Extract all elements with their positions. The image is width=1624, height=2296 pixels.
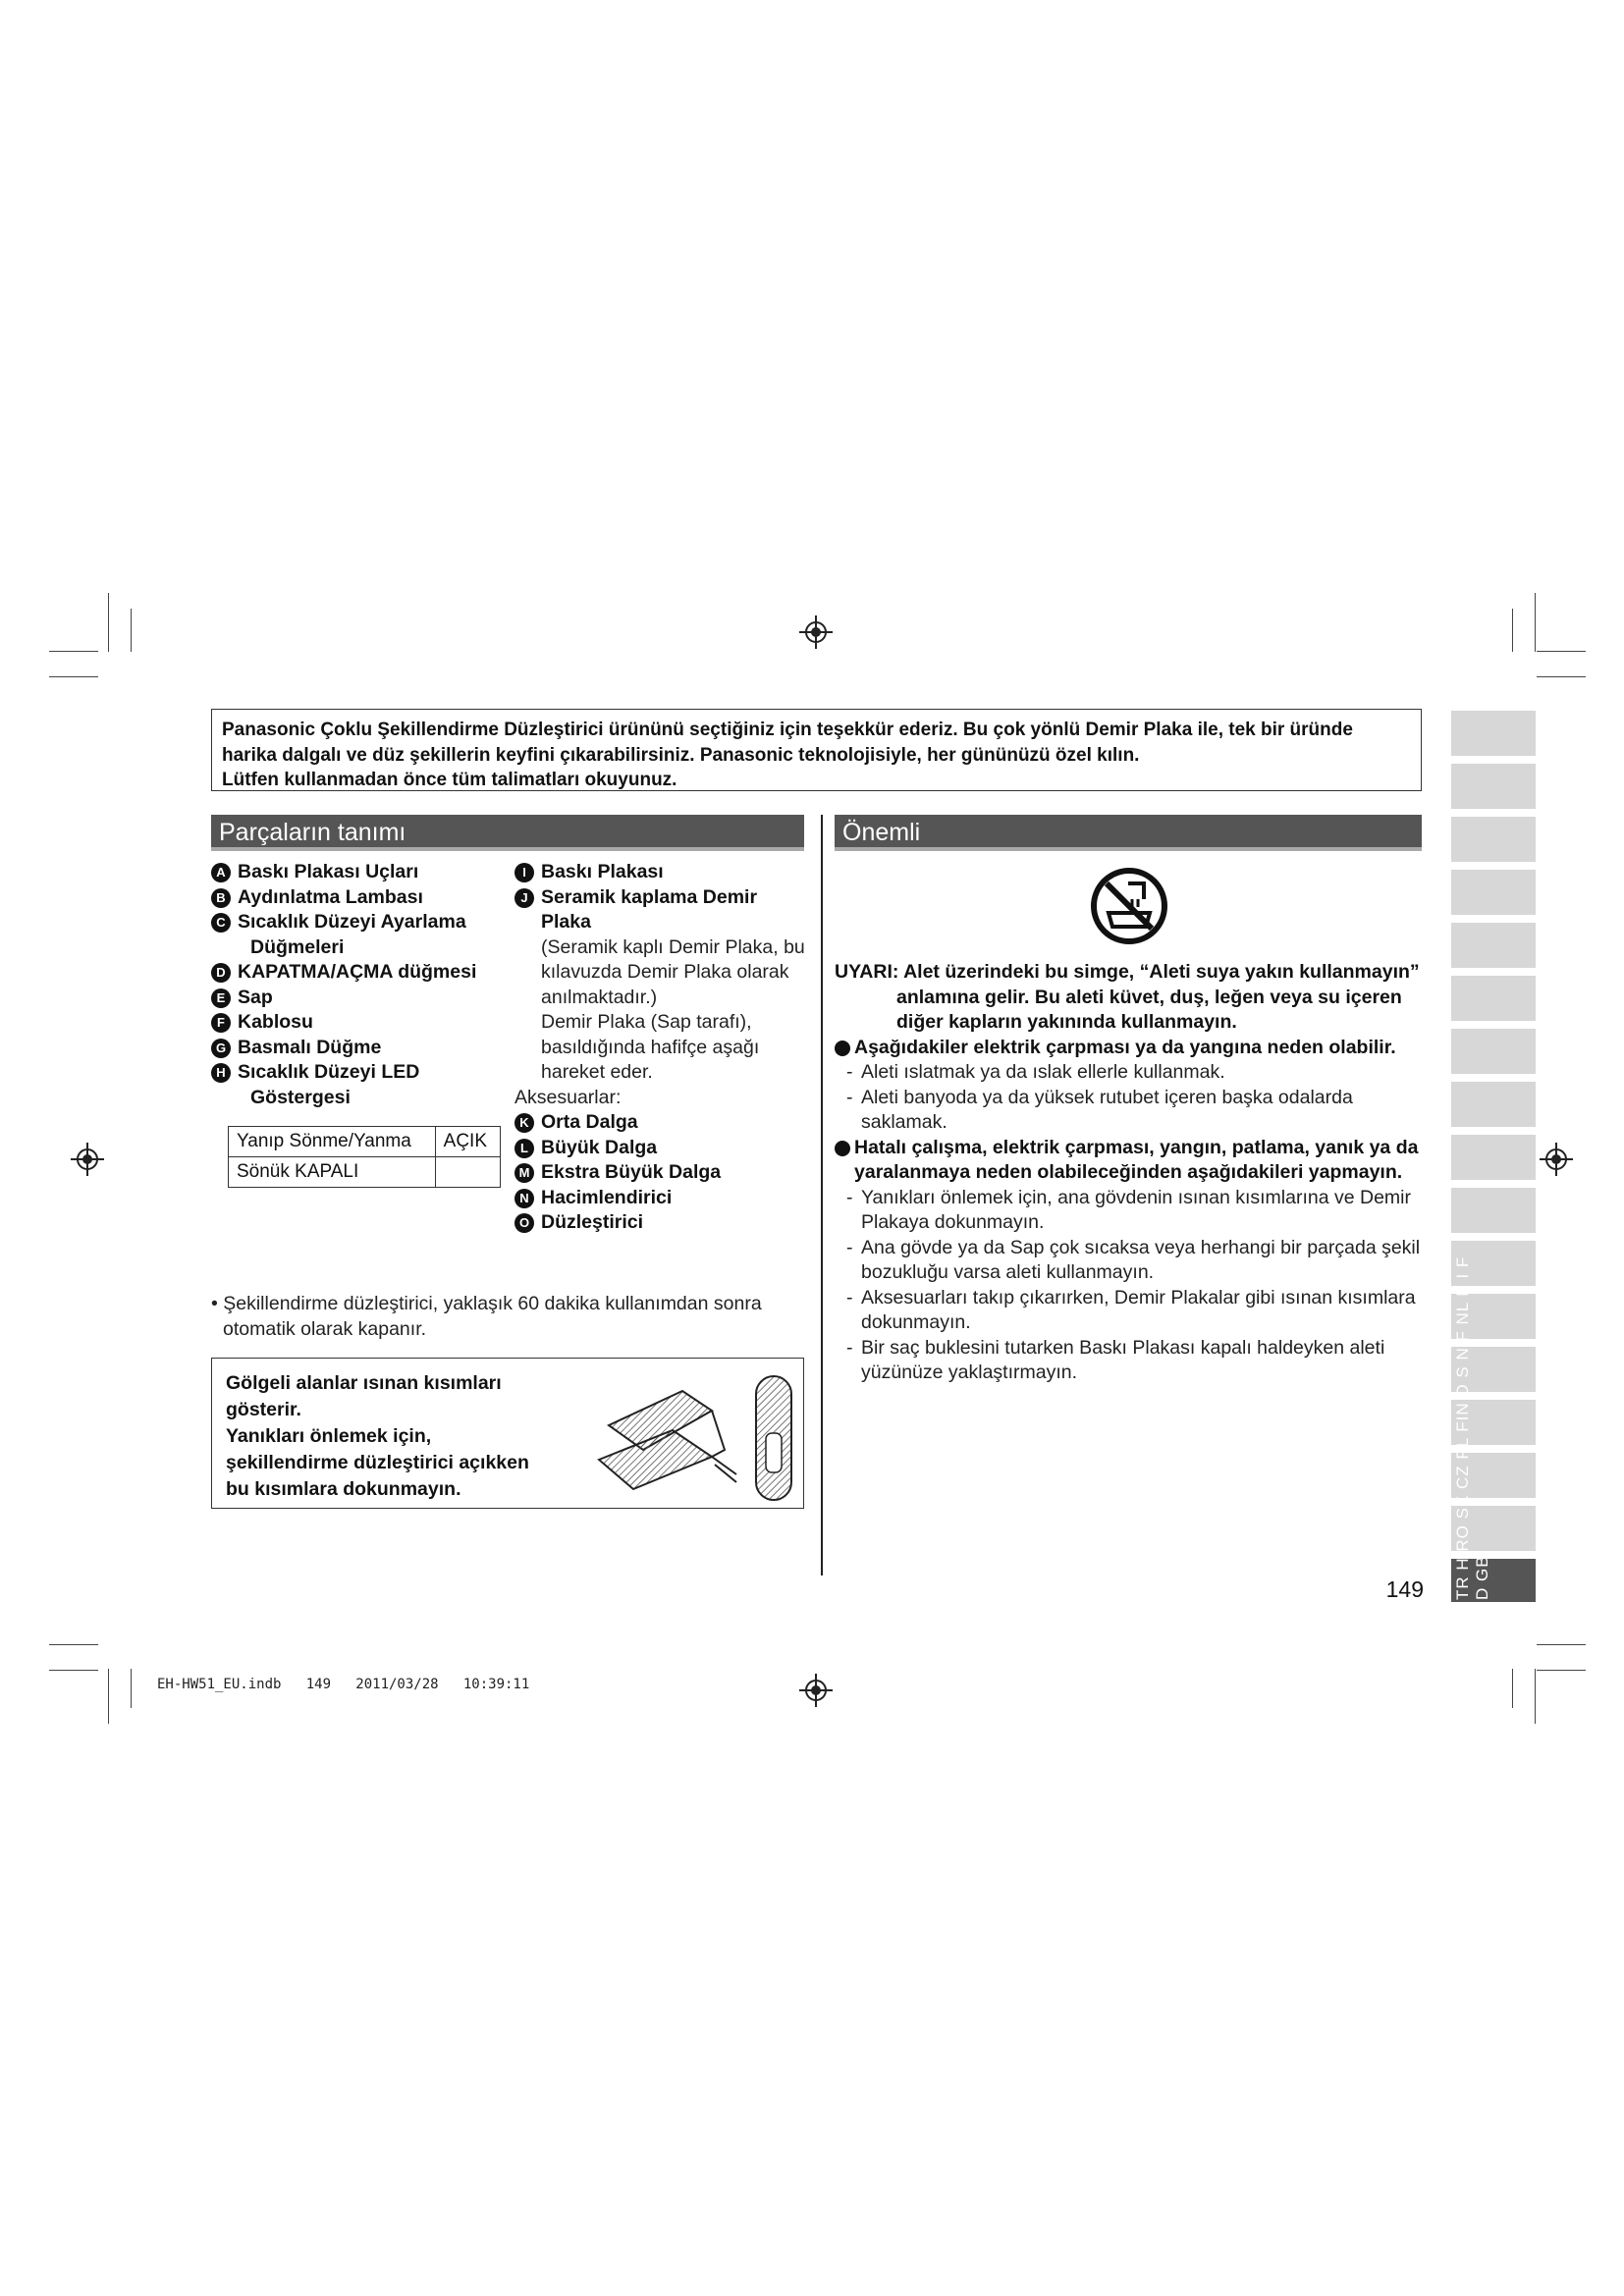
language-tab <box>1451 923 1536 968</box>
language-tab <box>1451 870 1536 915</box>
warning-item: - Aksesuarları takıp çıkarırken, Demir Plakalar gibi ısınan kısımlara dokunmayın. <box>835 1286 1424 1336</box>
table-cell: Sönük KAPALI <box>229 1157 436 1188</box>
parts-list-right <box>514 860 809 1236</box>
print-footer: EH-HW51_EU.indb 149 2011/03/28 10:39:11 <box>157 1677 530 1692</box>
warning-line: diğer kapların yakınında kullanmayın. <box>896 1011 1237 1033</box>
language-tab <box>1451 976 1536 1021</box>
page-number: 149 <box>1385 1576 1424 1602</box>
parts-list-left <box>211 860 506 1110</box>
warning-item: - Yanıkları önlemek için, ana gövdenin ısınan kısımlarına ve Demir Plakaya dokunmayın. <box>835 1186 1424 1236</box>
crop-mark <box>49 651 98 652</box>
list-item: H Sıcaklık Düzeyi LED Göstergesi <box>211 1060 506 1110</box>
note-line: anılmaktadır.) <box>541 986 658 1008</box>
crop-mark <box>49 1670 98 1671</box>
list-item: C Sıcaklık Düzeyi Ayarlama Düğmeleri <box>211 910 506 960</box>
led-status-table <box>228 1126 501 1188</box>
registration-mark-icon <box>799 1674 833 1707</box>
parts-header: Parçaların tanımı <box>211 815 804 851</box>
list-item: M Ekstra Büyük Dalga <box>514 1160 809 1186</box>
crop-mark <box>131 609 132 652</box>
crop-mark <box>49 676 98 677</box>
list-item: L Büyük Dalga <box>514 1136 809 1161</box>
list-item: E Sap <box>211 986 506 1011</box>
crop-mark <box>1512 609 1513 652</box>
box-line: bu kısımlara dokunmayın. <box>226 1478 461 1500</box>
list-item: K Orta Dalga <box>514 1110 809 1136</box>
column-divider <box>821 815 823 1575</box>
warning-item: - Ana gövde ya da Sap çok sıcaksa veya herhangi bir parçada şekil bozukluğu varsa aleti kullanmayın. <box>835 1236 1424 1286</box>
crop-mark <box>1535 593 1536 652</box>
warning-bullet: Hatalı çalışma, elektrik çarpması, yangın, patlama, yanık ya da yaralanmaya neden olabileceğinden aşağıdakileri yapmayın. <box>835 1136 1424 1186</box>
language-tab <box>1451 764 1536 809</box>
language-tab <box>1451 1082 1536 1127</box>
note-line: • Şekillendirme düzleştirici, yaklaşık 60 dakika kullanımdan sonra <box>211 1293 762 1314</box>
crop-mark <box>1537 676 1586 677</box>
list-item: B Aydınlatma Lambası <box>211 885 506 911</box>
straightener-illustration-icon <box>589 1366 795 1504</box>
crop-mark <box>108 593 109 652</box>
no-water-icon <box>1089 866 1169 946</box>
intro-line: Lütfen kullanmadan önce tüm talimatları okuyunuz. <box>222 770 677 790</box>
note-line: (Seramik kaplı Demir Plaka, bu <box>541 935 805 958</box>
crop-mark <box>1537 1670 1586 1671</box>
registration-mark-icon <box>71 1143 104 1176</box>
box-line: Yanıkları önlemek için, <box>226 1425 432 1447</box>
table-cell: Yanıp Sönme/Yanma <box>229 1127 436 1157</box>
table-cell <box>435 1157 500 1188</box>
note-line: otomatik olarak kapanır. <box>223 1317 427 1340</box>
warning-item: - Aleti ıslatmak ya da ıslak ellerle kullanmak. <box>835 1060 1424 1086</box>
language-tab <box>1451 711 1536 756</box>
list-item: J Seramik kaplama Demir Plaka <box>514 885 809 935</box>
box-line: gösterir. <box>226 1399 301 1420</box>
note-line: kılavuzda Demir Plaka olarak <box>541 961 789 983</box>
language-tab <box>1451 817 1536 862</box>
warning-line: UYARI: Alet üzerindeki bu simge, “Aleti suya yakın kullanmayın” <box>835 961 1420 983</box>
warning-line: anlamına gelir. Bu aleti küvet, duş, leğen veya su içeren <box>896 986 1402 1008</box>
crop-mark <box>49 1644 98 1645</box>
list-item: G Basmalı Düğme <box>211 1036 506 1061</box>
accessories-label: Aksesuarlar: <box>514 1086 622 1108</box>
registration-mark-icon <box>1540 1143 1573 1176</box>
note-line: basıldığında hafifçe aşağı <box>541 1036 760 1058</box>
language-tab-labels: TR H RO SK CZ PL FIN D S N F NL E I F D GB <box>1453 1255 1491 1600</box>
crop-mark <box>1537 1644 1586 1645</box>
important-content <box>835 960 1424 1386</box>
list-item: N Hacimlendirici <box>514 1186 809 1211</box>
box-line: Gölgeli alanlar ısınan kısımları <box>226 1372 502 1394</box>
crop-mark <box>1537 651 1586 652</box>
crop-mark <box>108 1669 109 1724</box>
auto-off-note <box>211 1292 800 1342</box>
table-row <box>229 1127 501 1157</box>
language-tab <box>1451 1029 1536 1074</box>
note-line: hareket eder. <box>541 1061 653 1083</box>
note-line: Demir Plaka (Sap tarafı), <box>541 1011 752 1033</box>
list-item: D KAPATMA/AÇMA düğmesi <box>211 960 506 986</box>
warning-item: - Bir saç buklesini tutarken Baskı Plakası kapalı haldeyken aleti yüzünüze yaklaştırmayın. <box>835 1336 1424 1386</box>
warning-bullet: Aşağıdakiler elektrik çarpması ya da yangına neden olabilir. <box>835 1036 1424 1061</box>
list-item: I Baskı Plakası <box>514 860 809 885</box>
warning-item: - Aleti banyoda ya da yüksek rutubet içeren başka odalarda saklamak. <box>835 1086 1424 1136</box>
language-tab <box>1451 1135 1536 1180</box>
crop-mark <box>1535 1669 1536 1724</box>
intro-line: Panasonic Çoklu Şekillendirme Düzleştirici ürününü seçtiğiniz için teşekkür ederiz. Bu çok yönlü Demir Plaka ile, tek bir üründe <box>222 720 1353 740</box>
box-line: şekillendirme düzleştirici açıkken <box>226 1452 529 1473</box>
language-tab <box>1451 1188 1536 1233</box>
intro-line: harika dalgalı ve düz şekillerin keyfini çıkarabilirsiniz. Panasonic teknolojisiyle, her gününüzü özel kılın. <box>222 744 1140 766</box>
table-row <box>229 1157 501 1188</box>
registration-mark-icon <box>799 615 833 649</box>
list-item: A Baskı Plakası Uçları <box>211 860 506 885</box>
list-item: O Düzleştirici <box>514 1210 809 1236</box>
intro-box <box>211 709 1422 791</box>
crop-mark <box>1512 1669 1513 1708</box>
list-item: F Kablosu <box>211 1010 506 1036</box>
crop-mark <box>131 1669 132 1708</box>
important-header: Önemli <box>835 815 1422 851</box>
table-cell: AÇIK <box>435 1127 500 1157</box>
